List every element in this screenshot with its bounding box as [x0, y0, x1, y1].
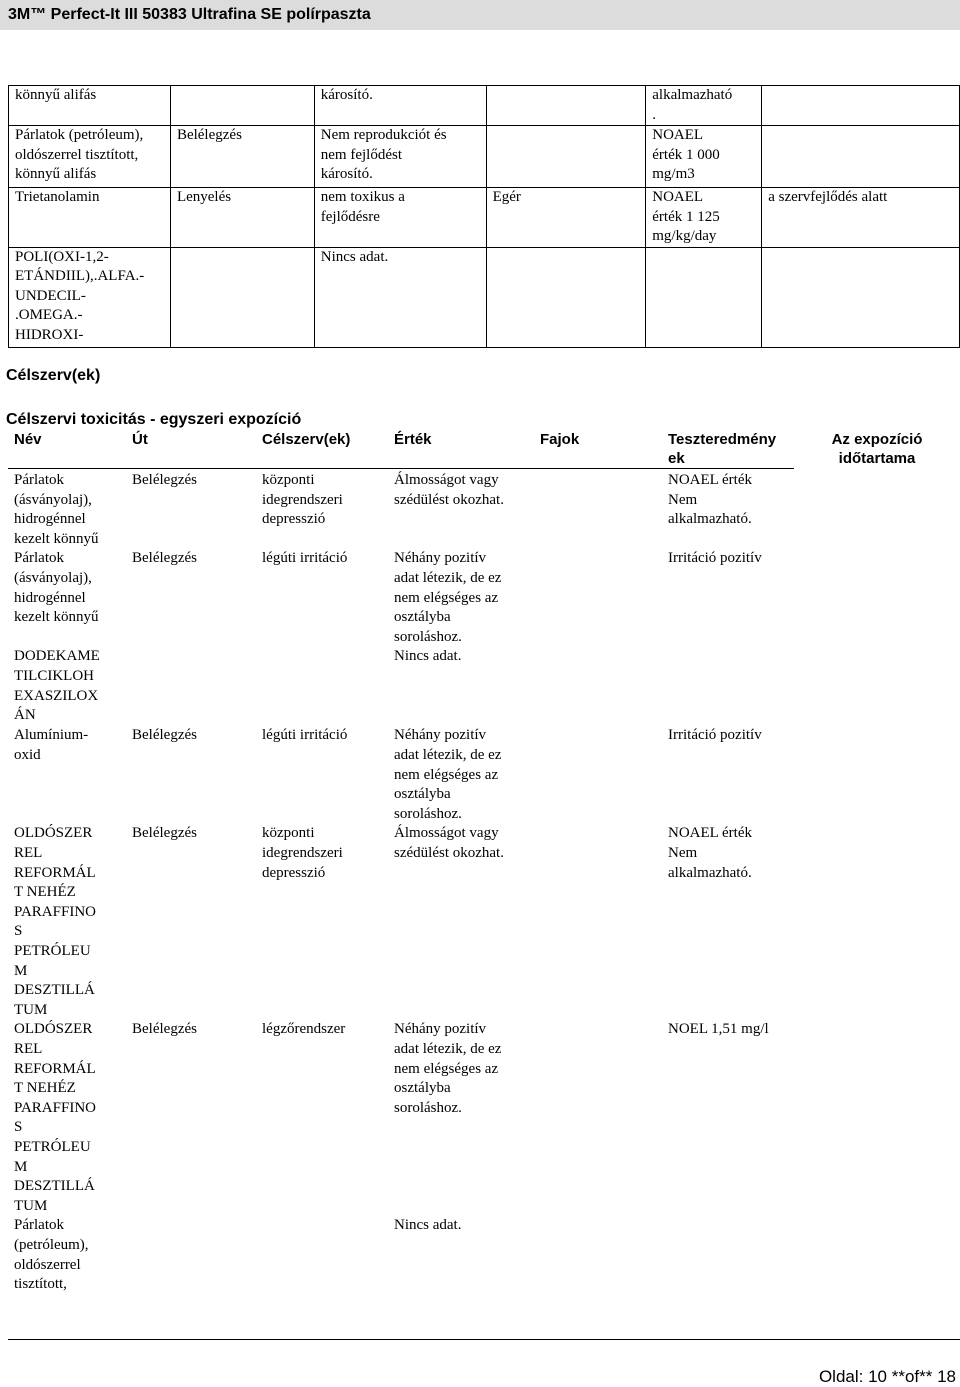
table-cell [794, 1216, 960, 1296]
table-cell: OLDÓSZER REL REFORMÁL T NEHÉZ PARAFFINO S PETRÓLEU M DESZTILLÁ TUM [14, 1021, 96, 1214]
table-cell [256, 1216, 388, 1296]
section-title-single-exposure: Célszervi toxicitás - egyszeri expozíció [6, 411, 302, 428]
table-cell: légzőrendszer [262, 1021, 346, 1038]
table-cell: nem toxikus a fejlődésre [314, 188, 486, 248]
column-header: Érték [388, 430, 534, 469]
table-cell [534, 1020, 662, 1216]
table-cell [170, 86, 314, 126]
table-cell: Nincs adat. [394, 648, 462, 665]
table-cell: Lenyelés [170, 188, 314, 248]
table-cell [794, 726, 960, 824]
table-cell: Álmosságot vagy szédülést okozhat. [394, 472, 504, 508]
table-cell: NOEL 1,51 mg/l [668, 1021, 769, 1038]
table-cell: POLI(OXI-1,2- ETÁNDIIL),.ALFA.- UNDECIL- .OMEGA.- HIDROXI- [9, 247, 171, 347]
table-cell: Nem reprodukciót és nem fejlődést károsító. [314, 126, 486, 188]
column-header: Teszteredmény ek [662, 430, 794, 469]
table-cell: Néhány pozitív adat létezik, de ez nem elégséges az osztályba soroláshoz. [394, 727, 502, 822]
continued-toxicity-table [8, 85, 960, 348]
table-cell: NOAEL érték Nem alkalmazható. [668, 825, 752, 881]
table-row [9, 188, 960, 248]
table-cell [762, 247, 960, 347]
table-cell: Belélegzés [170, 126, 314, 188]
table-cell [662, 1216, 794, 1296]
table-cell: Párlatok (ásványolaj), hidrogénnel kezelt könnyű [14, 550, 99, 626]
table-cell: OLDÓSZER REL REFORMÁL T NEHÉZ PARAFFINO S PETRÓLEU M DESZTILLÁ TUM [14, 825, 96, 1018]
document-title: 3M™ Perfect-It III 50383 Ultrafina SE polírpaszta [8, 6, 371, 23]
table-cell: központi idegrendszeri depresszió [262, 825, 343, 881]
table-cell [534, 1216, 662, 1296]
table-cell [662, 647, 794, 726]
document-header [0, 0, 960, 30]
table-row [8, 824, 960, 1020]
single-exposure-table [8, 430, 960, 1296]
table-cell [794, 1020, 960, 1216]
footer-divider [8, 1339, 960, 1340]
table-row [8, 726, 960, 824]
table-row [9, 247, 960, 347]
table-cell [486, 86, 646, 126]
table-cell: a szervfejlődés alatt [762, 188, 960, 248]
table-cell [170, 247, 314, 347]
table-row [8, 647, 960, 726]
table-cell: Trietanolamin [9, 188, 171, 248]
table-cell: Párlatok (petróleum), oldószerrel tisztított, könnyű alifás [9, 126, 171, 188]
column-header: Út [126, 430, 256, 469]
column-header: Az expozíció időtartama [831, 431, 923, 467]
table-cell: légúti irritáció [262, 550, 348, 567]
table-cell [762, 86, 960, 126]
table-cell [486, 247, 646, 347]
table-cell: Néhány pozitív adat létezik, de ez nem elégséges az osztályba soroláshoz. [394, 550, 502, 645]
table-cell [126, 647, 256, 726]
table-cell: DODEKAME TILCIKLOH EXASZILOX ÁN [14, 648, 100, 724]
page-number: Oldal: 10 **of** 18 [818, 1367, 956, 1386]
table-cell [794, 824, 960, 1020]
table-cell [646, 247, 762, 347]
table-cell [794, 647, 960, 726]
table-cell [534, 647, 662, 726]
column-header: Fajok [534, 430, 662, 469]
table-cell: központi idegrendszeri depresszió [262, 472, 343, 528]
table-cell [762, 126, 960, 188]
table-cell: Nincs adat. [394, 1217, 462, 1234]
table-cell: NOAEL érték 1 125 mg/kg/day [646, 188, 762, 248]
table-cell [794, 469, 960, 550]
table-cell [534, 469, 662, 550]
table-cell: Néhány pozitív adat létezik, de ez nem elégséges az osztályba soroláshoz. [394, 1021, 502, 1116]
table-cell: Alumínium- oxid [14, 727, 89, 763]
table-cell: Belélegzés [132, 550, 197, 567]
table-cell: NOAEL érték Nem alkalmazható. [668, 472, 752, 528]
table-row [8, 549, 960, 647]
table-cell: Nincs adat. [314, 247, 486, 347]
table-row [8, 1216, 960, 1296]
table-cell: Irritáció pozitív [668, 550, 762, 567]
table-cell: Belélegzés [132, 825, 197, 842]
table-cell: Párlatok (ásványolaj), hidrogénnel kezelt könnyű [14, 472, 99, 547]
table-cell: károsító. [314, 86, 486, 126]
table-cell [534, 549, 662, 647]
table-cell: Egér [486, 188, 646, 248]
table-cell [534, 824, 662, 1020]
column-header: Név [8, 430, 126, 469]
table-cell: Belélegzés [132, 472, 197, 488]
table-row [9, 126, 960, 188]
table-cell: légúti irritáció [262, 727, 348, 744]
table-cell: Belélegzés [132, 1021, 197, 1038]
table-cell [126, 1216, 256, 1296]
table-row [8, 1020, 960, 1216]
table-cell: Álmosságot vagy szédülést okozhat. [394, 825, 504, 861]
table-cell: könnyű alifás [9, 86, 171, 126]
table-cell: Párlatok (petróleum), oldószerrel tisztított, [14, 1217, 89, 1293]
section-title-target-organs: Célszerv(ek) [6, 367, 101, 384]
table-cell [794, 549, 960, 647]
table-cell: NOAEL érték 1 000 mg/m3 [646, 126, 762, 188]
table-row [9, 86, 960, 126]
table-cell [486, 126, 646, 188]
table-cell: Belélegzés [132, 727, 197, 744]
table-cell: alkalmazható . [646, 86, 762, 126]
table-cell [256, 647, 388, 726]
column-header: Célszerv(ek) [256, 430, 388, 469]
table-cell: Irritáció pozitív [668, 727, 762, 744]
table-row [8, 469, 960, 550]
table-cell [534, 726, 662, 824]
